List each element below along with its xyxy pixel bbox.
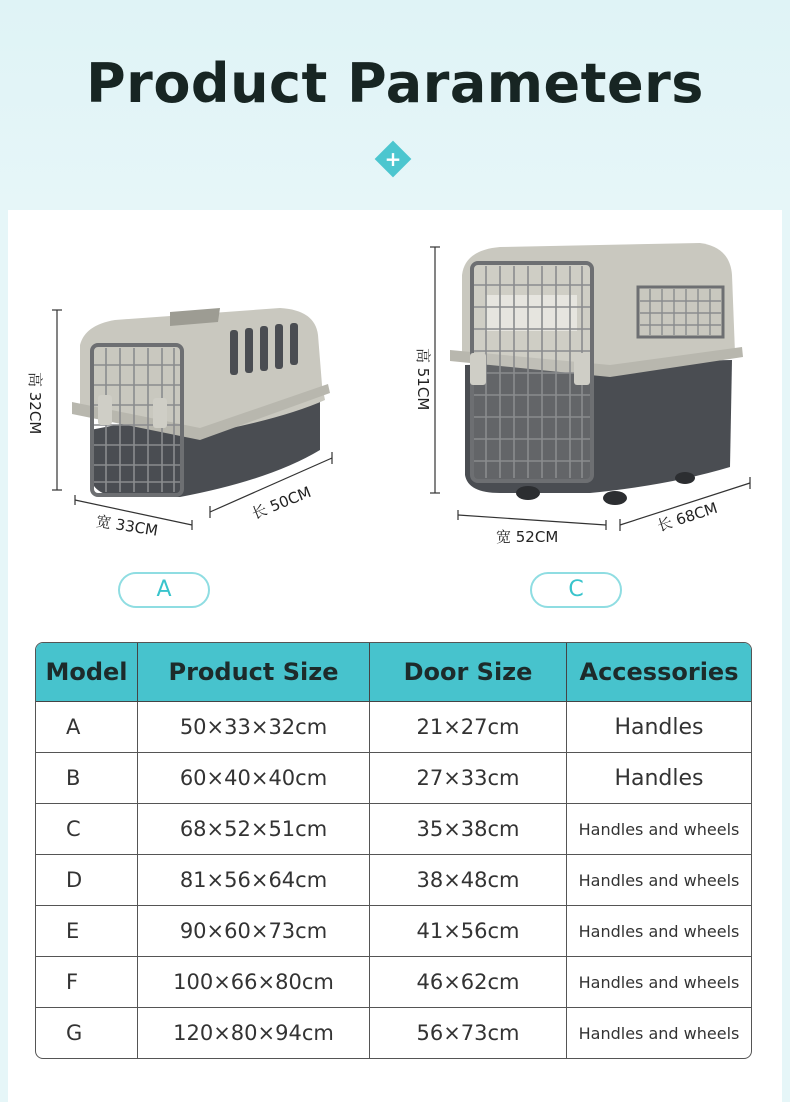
cell-door-size: 27×33cm	[370, 753, 567, 804]
cell-product-size: 100×66×80cm	[138, 957, 370, 1008]
table-row	[36, 804, 751, 855]
plus-glyph: +	[384, 147, 402, 171]
carrier-a-length-label: 长 50CM	[249, 482, 314, 523]
cell-product-size: 90×60×73cm	[138, 906, 370, 957]
header-model: Model	[36, 643, 138, 702]
cell-door-size: 21×27cm	[370, 702, 567, 753]
carrier-c-length-label: 长 68CM	[654, 498, 720, 536]
header-product-size: Product Size	[138, 643, 370, 702]
cell-model: E	[36, 906, 138, 957]
header-door-size: Door Size	[370, 643, 567, 702]
carrier-c-height-label: 高 51CM	[414, 348, 432, 411]
model-a-badge: A	[118, 572, 210, 608]
cell-door-size: 41×56cm	[370, 906, 567, 957]
table-row	[36, 1008, 751, 1058]
cell-door-size: 38×48cm	[370, 855, 567, 906]
cell-accessories: Handles	[567, 702, 751, 753]
table-row	[36, 906, 751, 957]
table-row	[36, 753, 751, 804]
cell-model: D	[36, 855, 138, 906]
carrier-a-image	[20, 290, 380, 560]
cell-door-size: 35×38cm	[370, 804, 567, 855]
cell-accessories: Handles	[567, 753, 751, 804]
cell-accessories: Handles and wheels	[567, 957, 751, 1008]
carrier-c-width-label: 宽 52CM	[496, 528, 559, 546]
cell-model: B	[36, 753, 138, 804]
left-border	[0, 210, 8, 1102]
cell-product-size: 120×80×94cm	[138, 1008, 370, 1058]
cell-door-size: 56×73cm	[370, 1008, 567, 1058]
carrier-c-image	[410, 235, 770, 535]
cell-accessories: Handles and wheels	[567, 906, 751, 957]
cell-accessories: Handles and wheels	[567, 804, 751, 855]
table-row	[36, 702, 751, 753]
cell-product-size: 50×33×32cm	[138, 702, 370, 753]
cell-door-size: 46×62cm	[370, 957, 567, 1008]
spec-table	[35, 642, 752, 1059]
cell-product-size: 68×52×51cm	[138, 804, 370, 855]
table-row	[36, 957, 751, 1008]
carrier-a-width-label: 宽 33CM	[94, 512, 160, 540]
carrier-a-height-label: 高 32CM	[26, 372, 44, 435]
table-header-row	[36, 643, 751, 702]
cell-product-size: 81×56×64cm	[138, 855, 370, 906]
cell-model: C	[36, 804, 138, 855]
right-border	[782, 210, 790, 1102]
page-title: Product Parameters	[86, 52, 704, 115]
diamond-plus-icon	[375, 141, 412, 178]
cell-model: A	[36, 702, 138, 753]
cell-accessories: Handles and wheels	[567, 855, 751, 906]
cell-product-size: 60×40×40cm	[138, 753, 370, 804]
cell-accessories: Handles and wheels	[578, 1023, 740, 1043]
model-c-badge: C	[530, 572, 622, 608]
cell-model: G	[36, 1008, 138, 1058]
table-row	[36, 855, 751, 906]
header-accessories: Accessories	[567, 643, 751, 702]
cell-model: F	[36, 957, 138, 1008]
